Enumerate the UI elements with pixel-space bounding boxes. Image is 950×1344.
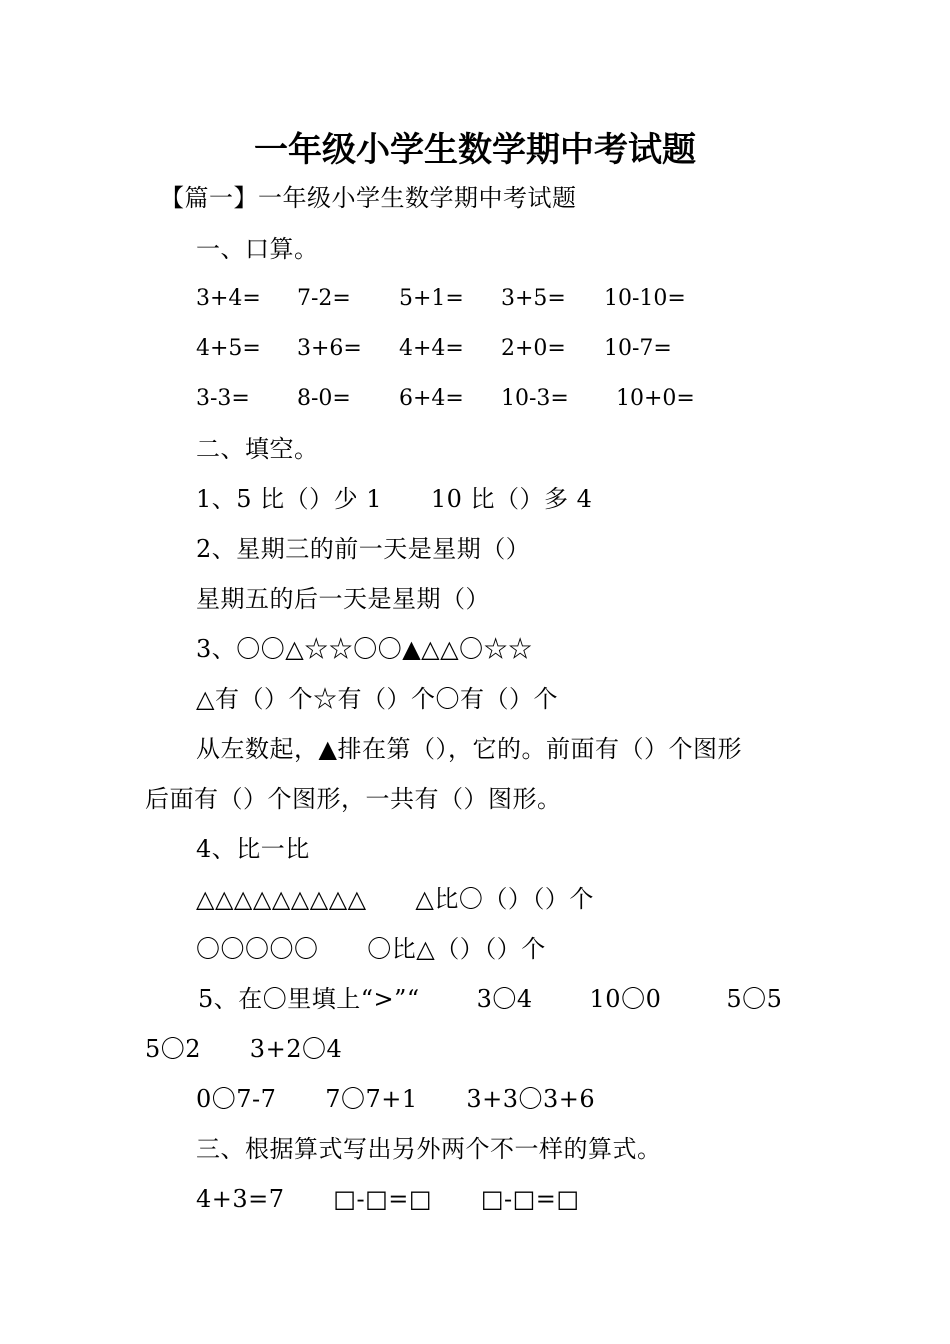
question-3b: △有（）个☆有（）个〇有（）个 [196, 685, 558, 713]
question-4a: △△△△△△△△△ △比〇（）（）个 [196, 885, 594, 913]
calc-item: 4+5= [196, 336, 261, 361]
section2-heading: 二、填空。 [196, 435, 319, 463]
section1-heading: 一、口算。 [196, 235, 319, 263]
question-3a: 3、〇〇△☆☆〇〇▲△△〇☆☆ [196, 635, 533, 663]
calc-item: 10+0= [616, 386, 695, 411]
question-2a: 2、星期三的前一天是星期（） [196, 535, 531, 563]
subtitle: 【篇一】一年级小学生数学期中考试题 [160, 184, 577, 212]
question-5b: 5〇2 3+2〇4 [145, 1035, 343, 1063]
calc-row-3 [196, 384, 796, 414]
calc-item: 7-2= [297, 286, 351, 311]
question-2b: 星期五的后一天是星期（） [196, 585, 490, 613]
question-5a: 5、在〇里填上“>”“ 3〇4 10〇0 5〇5 [198, 985, 783, 1013]
calc-item: 3+6= [297, 336, 362, 361]
question-5c: 0〇7-7 7〇7+1 3+3〇3+6 [196, 1085, 596, 1113]
section3-heading: 三、根据算式写出另外两个不一样的算式。 [196, 1135, 662, 1163]
calc-item: 2+0= [501, 336, 566, 361]
calc-item: 3+5= [501, 286, 566, 311]
calc-item: 6+4= [399, 386, 464, 411]
page-title: 一年级小学生数学期中考试题 [254, 130, 696, 170]
calc-row-1 [196, 284, 796, 314]
question-4: 4、比一比 [196, 835, 310, 863]
calc-item: 3+4= [196, 286, 261, 311]
calc-item: 8-0= [297, 386, 351, 411]
calc-item: 10-3= [501, 386, 569, 411]
question-3d: 后面有（）个图形，一共有（）图形。 [145, 785, 562, 813]
calc-item: 10-7= [604, 336, 672, 361]
calc-item: 3-3= [196, 386, 250, 411]
question-1: 1、5 比（）少 1 10 比（）多 4 [196, 485, 593, 513]
question-4b: 〇〇〇〇〇 〇比△（）（）个 [196, 935, 546, 963]
calc-item: 5+1= [399, 286, 464, 311]
question-3c: 从左数起，▲排在第（），它的。前面有（）个图形 [196, 735, 742, 763]
calc-item: 4+4= [399, 336, 464, 361]
calc-item: 10-10= [604, 286, 686, 311]
calc-row-2 [196, 334, 796, 364]
section3-example: 4+3=7 □-□=□ □-□=□ [196, 1185, 580, 1213]
